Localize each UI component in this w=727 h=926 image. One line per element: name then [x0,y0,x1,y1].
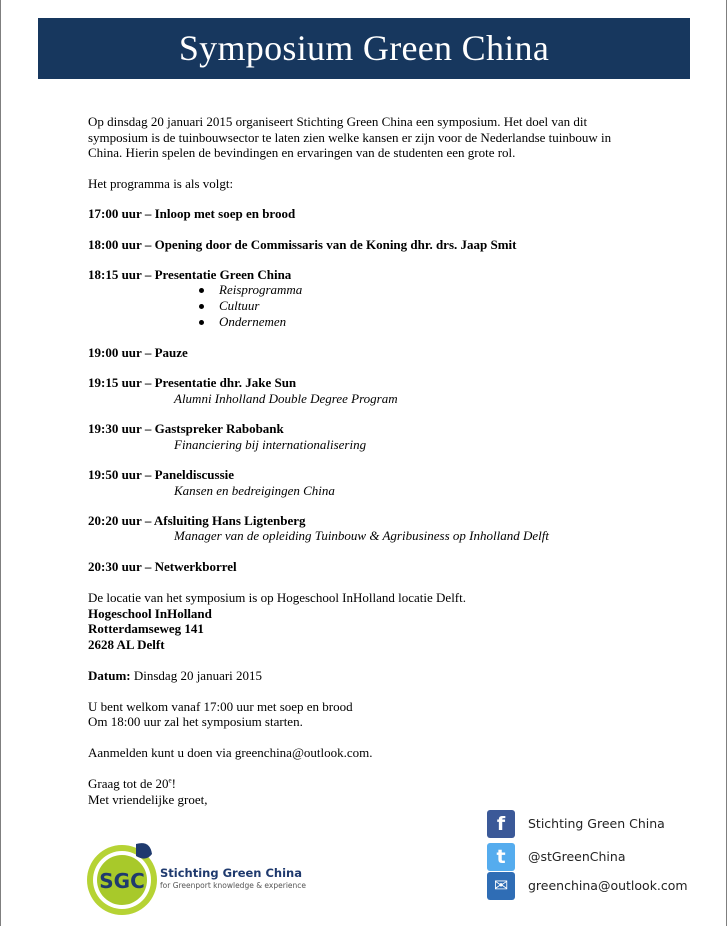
social-label: Stichting Green China [528,816,665,831]
program-dash: – [144,558,152,574]
program-intro: Het programma is als volgt: [88,176,234,191]
program-subtitle: Kansen en bedreigingen China [174,482,335,498]
program-title: Paneldiscussie [154,467,235,483]
program-item-heading [88,267,648,283]
program-time: 19:50 uur [88,467,142,483]
intro-paragraph: Op dinsdag 20 januari 2015 organiseert Stichting Green China een symposium. Het doel van dit symposium is de tuinbouwsector te laten zien welke kansen er zijn voor de Nederlandse tuinbouw in China. Hierin spelen de bevindingen en ervaringen van de studenten een grote rol. [88,114,612,160]
register-line: Aanmelden kunt u doen via greenchina@outlook.com. [88,745,373,761]
program-item [88,421,648,452]
social-label: @stGreenChina [528,849,626,864]
program-item [88,267,648,331]
program-title: Opening door de Commissaris van de Koning dhr. drs. Jaap Smit [154,236,517,252]
program-time: 19:00 uur [88,345,142,361]
program-time: 19:15 uur [88,375,142,391]
program-item-heading [88,559,648,575]
program-time: 18:15 uur [88,266,142,282]
program-item [88,237,648,253]
program-dash: – [144,236,152,252]
program-dash: – [144,266,152,282]
program-item [88,345,648,361]
facebook-icon: f [487,810,515,838]
program-time: 18:00 uur [88,236,142,252]
program-title: Presentatie dhr. Jake Sun [154,375,297,391]
program-time: 17:00 uur [88,206,142,222]
program-dash: – [144,375,152,391]
closing-line-2: Met vriendelijke groet, [88,791,208,807]
logo-name: Stichting Green China [160,866,303,880]
program-dash: – [144,345,152,361]
twitter-icon: t [487,843,515,871]
program-dash: – [144,421,152,437]
program-item-heading [88,237,648,253]
welcome-line-2: Om 18:00 uur zal het symposium starten. [88,714,303,730]
program-item [88,206,648,222]
logo-text [160,866,306,890]
program-bullet: Cultuur [88,298,648,314]
page-title: Symposium Green China [178,28,550,68]
program-item-heading [88,513,648,529]
program-title: Afsluiting Hans Ligtenberg [153,512,306,528]
mail-icon: ✉ [487,872,515,900]
program-dash: – [144,206,152,222]
page-edge-left [0,0,1,926]
program-item [88,467,648,498]
program-item-heading [88,421,648,437]
date-value: Dinsdag 20 januari 2015 [133,667,263,683]
program-list [88,206,648,574]
document-body [88,114,648,807]
date-line [88,668,648,684]
logo-tagline: for Greenport knowledge & experience [160,881,307,890]
program-title: Pauze [154,345,188,361]
program-item-heading [88,375,648,391]
location-street: Rotterdamseweg 141 [88,621,204,637]
program-title: Netwerkborrel [154,558,237,574]
social-label: greenchina@outlook.com [528,878,688,893]
location-city: 2628 AL Delft [88,636,165,652]
program-item [88,375,648,406]
program-subtitle: Alumni Inholland Double Degree Program [174,390,398,406]
program-bullets [88,282,648,330]
closing-line-1: Graag tot de 20e! [88,776,176,792]
program-time: 20:20 uur [88,512,142,528]
program-bullet: Reisprogramma [88,282,648,298]
date-label: Datum: [88,667,131,683]
logo-initials: SGC [99,869,145,893]
program-title: Inloop met soep en brood [154,206,296,222]
location-intro: De locatie van het symposium is op Hogeschool InHolland locatie Delft. [88,590,466,606]
program-dash: – [144,512,152,528]
program-title: Gastspreker Rabobank [154,421,284,437]
program-dash: – [144,467,152,483]
program-subtitle: Manager van de opleiding Tuinbouw & Agribusiness op Inholland Delft [174,528,549,544]
welcome-line-1: U bent welkom vanaf 17:00 uur met soep en brood [88,698,353,714]
program-time: 19:30 uur [88,421,142,437]
program-item [88,513,648,544]
program-bullet: Ondernemen [88,314,648,330]
program-title: Presentatie Green China [154,266,292,282]
location-name: Hogeschool InHolland [88,605,212,621]
title-banner [38,18,690,79]
logo-flower-icon [136,843,152,858]
program-item-heading [88,345,648,361]
program-item-heading [88,206,648,222]
program-item-heading [88,467,648,483]
program-item [88,559,648,575]
program-subtitle: Financiering bij internationalisering [174,436,367,452]
program-time: 20:30 uur [88,558,142,574]
